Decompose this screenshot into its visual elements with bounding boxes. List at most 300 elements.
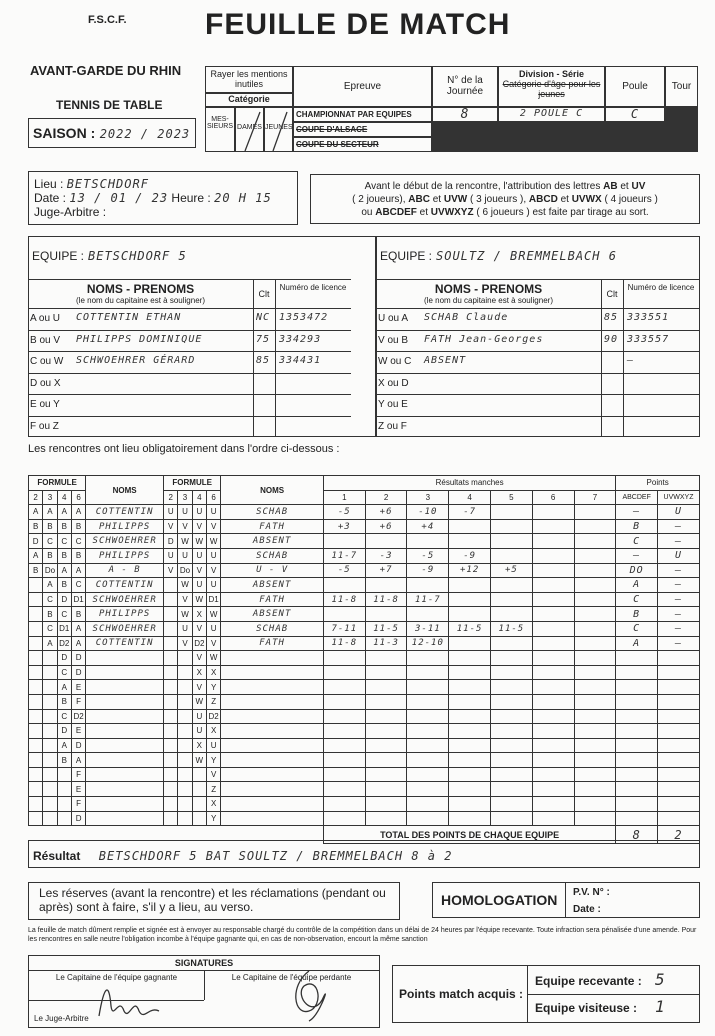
set-score-cell (491, 665, 533, 680)
formule-home-cell (43, 709, 57, 724)
set-score-cell (323, 578, 365, 593)
set-score-cell (491, 767, 533, 782)
formule-away-cell (192, 797, 206, 812)
away-point-cell: — (658, 607, 700, 622)
team-home-vline2 (275, 279, 276, 437)
home-player-cell (86, 797, 164, 812)
result-row (29, 636, 700, 651)
result-row (29, 578, 700, 593)
team-away-player-licence: 333557 (627, 333, 670, 345)
notice-abcdef: ABCDEF (375, 207, 417, 218)
notice-text-3: ( 3 joueurs ), (467, 194, 529, 205)
home-point-cell (616, 680, 658, 695)
set-score-cell (491, 680, 533, 695)
formule-away-cell: U (206, 621, 220, 636)
away-player-cell: FATH (221, 519, 324, 534)
set-score-cell: -5 (323, 563, 365, 578)
set-score-cell (449, 797, 491, 812)
formule-away-cell: V (178, 636, 192, 651)
formule-home-cell: D (57, 724, 71, 739)
result-row (29, 651, 700, 666)
formule-home-cell: B (43, 607, 57, 622)
team-away-row-line (376, 308, 699, 309)
away-player-cell (221, 665, 324, 680)
formule-away-cell: V (192, 680, 206, 695)
set-score-cell (491, 636, 533, 651)
formule-away-cell (178, 782, 192, 797)
formule-home-cell (29, 709, 43, 724)
abcdef-header: ABCDEF (616, 490, 658, 505)
formule-away-cell (164, 782, 178, 797)
set-score-cell (365, 534, 407, 549)
formule-col-away: 6 (206, 490, 220, 505)
result-row (29, 797, 700, 812)
formule-away-cell: W (178, 534, 192, 549)
formule-home-cell: B (71, 548, 85, 563)
set-score-cell (532, 578, 574, 593)
set-score-cell (532, 548, 574, 563)
set-score-cell (574, 519, 616, 534)
away-player-cell: SCHAB (221, 548, 324, 563)
team-away-slot-label: Z ou F (378, 420, 407, 432)
poule-shade (605, 122, 665, 152)
set-score-cell: -10 (407, 505, 449, 520)
formule-away-cell: U (192, 505, 206, 520)
set-score-cell (365, 665, 407, 680)
set-score-cell (449, 767, 491, 782)
set-score-cell: 3-11 (407, 621, 449, 636)
set-score-cell (407, 724, 449, 739)
home-player-cell (86, 665, 164, 680)
home-point-cell: C (616, 621, 658, 636)
formule-away-cell: V (206, 519, 220, 534)
formule-away-cell: Y (206, 811, 220, 826)
formule-home-cell: E (71, 782, 85, 797)
formule-away-cell: U (192, 578, 206, 593)
set-score-cell (491, 548, 533, 563)
set-score-cell (574, 665, 616, 680)
poule-label: Poule (605, 66, 665, 107)
set-score-cell (449, 607, 491, 622)
page-title: FEUILLE DE MATCH (205, 8, 511, 41)
away-player-cell: SCHAB (221, 621, 324, 636)
team-home-row-line (28, 373, 351, 374)
formule-away-cell (178, 651, 192, 666)
result-row (29, 548, 700, 563)
formule-col-away: 4 (192, 490, 206, 505)
formule-away-cell: W (192, 534, 206, 549)
notice-text-1: Avant le début de la rencontre, l'attribution des lettres (364, 181, 604, 192)
set-score-cell (365, 797, 407, 812)
set-score-cell (574, 797, 616, 812)
set-header: 1 (323, 490, 365, 505)
formule-home-cell (29, 724, 43, 739)
set-score-cell: +4 (407, 519, 449, 534)
team-home-player-clt: 85 (256, 355, 271, 366)
away-point-cell (658, 724, 700, 739)
formule-home-cell: C (43, 534, 57, 549)
set-score-cell (574, 724, 616, 739)
set-score-cell (491, 592, 533, 607)
formule-col-away: 2 (164, 490, 178, 505)
set-score-cell (323, 651, 365, 666)
formule-away-cell: D2 (192, 636, 206, 651)
home-player-cell: COTTENTIN (86, 636, 164, 651)
signature-perdante (279, 966, 339, 1026)
formule-home-cell (57, 767, 71, 782)
homologation-box (432, 882, 700, 918)
set-score-cell (574, 592, 616, 607)
home-point-cell: C (616, 534, 658, 549)
formule-home-cell (43, 811, 57, 826)
formule-away-cell (178, 709, 192, 724)
set-score-cell: +6 (365, 519, 407, 534)
formule-away-cell (192, 811, 206, 826)
division-value: 2 POULE C (498, 107, 605, 122)
away-point-cell: — (658, 563, 700, 578)
set-score-cell (449, 753, 491, 768)
journee-label: N° de la Journée (432, 66, 498, 107)
away-point-cell (658, 680, 700, 695)
formule-home-cell: F (71, 694, 85, 709)
away-player-cell (221, 738, 324, 753)
set-score-cell (407, 651, 449, 666)
result-row (29, 534, 700, 549)
away-point-cell: U (658, 548, 700, 563)
home-player-cell: SCHWOEHRER (86, 592, 164, 607)
formule-home-cell (29, 621, 43, 636)
formule-away-cell (178, 665, 192, 680)
home-player-cell (86, 782, 164, 797)
set-score-cell (323, 694, 365, 709)
set-score-cell (323, 753, 365, 768)
formule-away-cell: W (178, 578, 192, 593)
formule-home-cell (29, 607, 43, 622)
formule-away-cell (178, 738, 192, 753)
total-home: 8 (616, 826, 658, 844)
lieu-label: Lieu : (34, 177, 64, 191)
formule-away-cell (164, 665, 178, 680)
formule-away-cell: W (178, 607, 192, 622)
set-score-cell: 7-11 (323, 621, 365, 636)
result-row (29, 767, 700, 782)
journee-shade (432, 122, 498, 152)
heure-value: 20 H 15 (214, 191, 272, 205)
formule-home-cell: D1 (71, 592, 85, 607)
set-score-cell (532, 811, 574, 826)
set-score-cell (491, 738, 533, 753)
pm-line (527, 994, 699, 995)
home-point-cell (616, 782, 658, 797)
set-score-cell (323, 607, 365, 622)
team-away-equipe-label: EQUIPE : (380, 249, 433, 263)
team-away-rule (376, 279, 699, 280)
formule-home-cell: D (57, 651, 71, 666)
set-score-cell (574, 782, 616, 797)
home-point-cell (616, 767, 658, 782)
result-row (29, 505, 700, 520)
away-player-cell (221, 694, 324, 709)
formule-away-cell: X (192, 665, 206, 680)
formule-home-cell: A (57, 680, 71, 695)
set-score-cell (491, 797, 533, 812)
juge-label: Juge-Arbitre : (34, 205, 107, 219)
team-home-noms: NOMS - PRENOMS (86, 282, 195, 296)
away-point-cell (658, 651, 700, 666)
set-score-cell (365, 782, 407, 797)
formule-away-cell: X (206, 724, 220, 739)
notice-and-4: et (416, 207, 431, 218)
set-header: 5 (491, 490, 533, 505)
formule-away-cell (178, 767, 192, 782)
formule-home-cell: D (71, 665, 85, 680)
set-score-cell (449, 680, 491, 695)
formule-away-cell: V (178, 519, 192, 534)
away-point-cell: — (658, 636, 700, 651)
team-away-player-licence: — (627, 355, 635, 366)
formule-away-cell: X (206, 797, 220, 812)
set-score-cell: 11-7 (323, 548, 365, 563)
result-value: BETSCHDORF 5 BAT SOULTZ / BREMMELBACH 8 à 2 (98, 849, 453, 863)
noms-home-header: NOMS (86, 476, 164, 505)
formule-away-cell (164, 592, 178, 607)
away-player-cell (221, 767, 324, 782)
team-away-player-name: ABSENT (424, 355, 467, 366)
formule-away-cell: X (192, 738, 206, 753)
set-score-cell (574, 767, 616, 782)
team-away-clt: Clt (606, 289, 618, 299)
home-player-cell (86, 753, 164, 768)
formule-away-cell: W (206, 534, 220, 549)
set-score-cell (407, 738, 449, 753)
set-score-cell (407, 607, 449, 622)
away-player-cell (221, 724, 324, 739)
homologation-label: HOMOLOGATION (441, 892, 558, 908)
formule-col-away: 3 (178, 490, 192, 505)
formule-home-cell: A (71, 621, 85, 636)
set-score-cell (491, 694, 533, 709)
result-row (29, 709, 700, 724)
formule-home-cell: D2 (57, 636, 71, 651)
formule-away-cell: V (164, 519, 178, 534)
epreuve-label: Epreuve (293, 66, 432, 107)
set-score-cell (574, 811, 616, 826)
home-player-cell (86, 680, 164, 695)
notice-ab: AB (603, 181, 618, 192)
team-home-capt: (le nom du capitaine est à souligner) (76, 296, 205, 305)
set-score-cell: 11-3 (365, 636, 407, 651)
result-row (29, 665, 700, 680)
formule-away-cell: U (206, 738, 220, 753)
formule-home-cell: C (43, 621, 57, 636)
resultats-header: Résultats manches (323, 476, 615, 491)
club-name: AVANT-GARDE DU RHIN (30, 63, 182, 78)
set-score-cell (365, 680, 407, 695)
formule-away-cell: V (192, 651, 206, 666)
formule-away-cell: Z (206, 782, 220, 797)
home-point-cell: B (616, 519, 658, 534)
set-score-cell (323, 534, 365, 549)
formule-col-home: 2 (29, 490, 43, 505)
result-row (29, 782, 700, 797)
set-score-cell (407, 578, 449, 593)
away-point-cell (658, 753, 700, 768)
set-score-cell (532, 592, 574, 607)
formule-home-cell (29, 782, 43, 797)
set-score-cell: 11-8 (323, 592, 365, 607)
away-player-cell (221, 811, 324, 826)
formule-away-cell (164, 694, 178, 709)
result-row (29, 592, 700, 607)
formule-away-cell (164, 607, 178, 622)
home-point-cell (616, 665, 658, 680)
formule-away-cell (164, 709, 178, 724)
poule-value: C (605, 107, 665, 122)
away-point-cell: — (658, 534, 700, 549)
team-home-slot-label: E ou Y (30, 399, 60, 410)
set-score-cell (449, 651, 491, 666)
formule-away-cell: W (192, 592, 206, 607)
formule-home-cell (29, 811, 43, 826)
set-score-cell: -5 (407, 548, 449, 563)
home-player-cell: SCHWOEHRER (86, 621, 164, 636)
set-score-cell (491, 505, 533, 520)
set-score-cell (574, 548, 616, 563)
away-player-cell: U - V (221, 563, 324, 578)
formule-away-cell (178, 724, 192, 739)
formule-home-cell (29, 753, 43, 768)
coupe-secteur-label: COUPE DU SECTEUR (293, 137, 432, 152)
set-score-cell (574, 738, 616, 753)
set-score-cell (449, 738, 491, 753)
formule-home-cell: A (43, 578, 57, 593)
formule-home-cell: A (57, 505, 71, 520)
formule-away-cell (164, 621, 178, 636)
team-home-slot-label: B ou V (30, 334, 61, 346)
journee-value: 8 (432, 107, 498, 122)
formule-col-home: 3 (43, 490, 57, 505)
result-row (29, 519, 700, 534)
tour-shade (665, 107, 698, 152)
formule-home-cell (43, 782, 57, 797)
formule-home-cell (43, 738, 57, 753)
formule-home-cell: A (57, 738, 71, 753)
set-score-cell (449, 534, 491, 549)
formule-away-cell: W (206, 607, 220, 622)
team-home-player-licence: 334293 (279, 333, 322, 345)
set-score-cell (407, 782, 449, 797)
set-score-cell (491, 519, 533, 534)
set-score-cell (491, 709, 533, 724)
formule-away-cell: U (164, 505, 178, 520)
team-away-row-line (376, 373, 699, 374)
home-player-cell (86, 738, 164, 753)
formule-home-cell: A (71, 753, 85, 768)
formule-away-cell: U (178, 621, 192, 636)
reserves-note: Les réserves (avant la rencontre) et les réclamations (pendant ou après) sont à faire, s'il y a lieu, au verso. (28, 882, 400, 920)
formule-away-cell: W (192, 694, 206, 709)
formule-home-cell: A (29, 505, 43, 520)
set-score-cell (491, 534, 533, 549)
formule-home-cell: A (29, 548, 43, 563)
set-score-cell (532, 724, 574, 739)
homologation-date-label: Date : (573, 904, 601, 915)
formule-away-cell (178, 680, 192, 695)
result-label: Résultat (33, 849, 81, 863)
attribution-notice (310, 174, 700, 224)
team-home-player-name: COTTENTIN ETHAN (76, 312, 182, 323)
set-score-cell (574, 680, 616, 695)
notice-text-2: ( 2 joueurs), (352, 194, 409, 205)
formule-home-cell: B (57, 753, 71, 768)
formule-away-cell (192, 782, 206, 797)
set-score-cell (532, 534, 574, 549)
set-score-cell (449, 592, 491, 607)
formule-home-cell (43, 665, 57, 680)
formule-away-cell (164, 651, 178, 666)
division-label: Division - Série (518, 69, 585, 79)
set-score-cell (323, 724, 365, 739)
set-score-cell (574, 505, 616, 520)
jeunes-label: JEUNES (264, 107, 293, 152)
team-home-player-licence: 1353472 (279, 312, 329, 323)
formule-home-cell: B (71, 607, 85, 622)
visiteuse-label: Equipe visiteuse : (535, 1001, 638, 1015)
formule-home-cell: D (71, 651, 85, 666)
team-away-player-clt: 90 (604, 333, 619, 345)
set-score-cell (449, 782, 491, 797)
formule-home-cell: B (29, 563, 43, 578)
home-point-cell (616, 709, 658, 724)
formule-away-header: FORMULE (164, 476, 221, 491)
notice-abc: ABC (408, 194, 430, 205)
home-point-cell (616, 797, 658, 812)
formule-home-cell: B (71, 519, 85, 534)
team-away-noms: NOMS - PRENOMS (434, 282, 543, 296)
notice-uvwxyz: UVWXYZ (430, 207, 474, 218)
formule-home-cell: B (57, 548, 71, 563)
formule-away-cell: Y (206, 680, 220, 695)
set-header: 6 (532, 490, 574, 505)
results-table (28, 475, 700, 844)
team-away-slot-label: U ou A (378, 313, 409, 324)
team-home-licence: Numéro de licence (279, 283, 347, 292)
points-header: Points (616, 476, 700, 491)
formule-away-cell (164, 811, 178, 826)
recevante-label: Equipe recevante : (535, 974, 642, 988)
away-point-cell (658, 797, 700, 812)
formule-home-cell: B (43, 548, 57, 563)
tour-label: Tour (665, 66, 698, 107)
home-point-cell: A (616, 636, 658, 651)
formule-home-cell: C (57, 607, 71, 622)
set-score-cell (574, 534, 616, 549)
formule-home-cell (29, 636, 43, 651)
mes-label: MES-SIEURS (205, 107, 235, 152)
formule-home-cell: A (71, 636, 85, 651)
set-score-cell (491, 607, 533, 622)
set-score-cell (532, 607, 574, 622)
categorie-label: Catégorie (205, 93, 293, 107)
home-player-cell (86, 694, 164, 709)
home-player-cell (86, 767, 164, 782)
formule-home-cell: C (71, 534, 85, 549)
total-label: TOTAL DES POINTS DE CHAQUE EQUIPE (323, 826, 615, 844)
set-score-cell: 12-10 (407, 636, 449, 651)
team-home-equipe-label: EQUIPE : (32, 249, 85, 263)
home-point-cell (616, 738, 658, 753)
formule-away-cell: U (206, 548, 220, 563)
